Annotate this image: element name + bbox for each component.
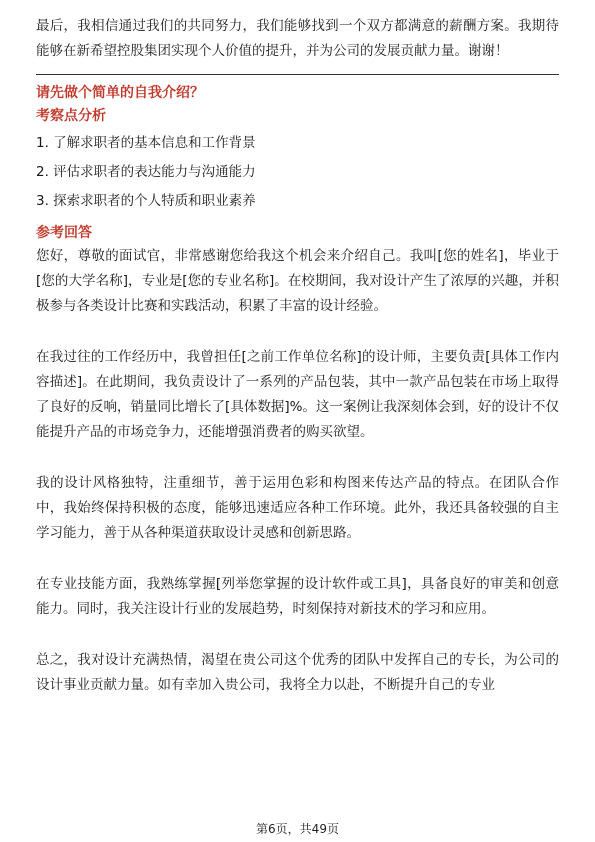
analysis-heading: 考察点分析 xyxy=(36,108,106,124)
answer-heading: 参考回答 xyxy=(36,225,92,241)
document-page xyxy=(36,14,559,698)
paragraph-gap xyxy=(36,319,559,345)
paragraph-gap xyxy=(36,622,559,648)
page-number: 第6页，共49页 xyxy=(256,822,339,836)
answer-paragraph: 在专业技能方面，我熟练掌握[列举您掌握的设计软件或工具]，具备良好的审美和创意能力。同时，我关注设计行业的发展趋势，时刻保持对新技术的学习和应用。 xyxy=(36,576,559,617)
paragraph-gap xyxy=(36,546,559,572)
intro-tail-paragraph: 最后，我相信通过我们的共同努力，我们能够找到一个双方都满意的薪酬方案。我期待能够在新希望控股集团实现个人价值的提升，并为公司的发展贡献力量。谢谢！ xyxy=(36,18,559,59)
answer-paragraph: 在我过往的工作经历中，我曾担任[之前工作单位名称]的设计师，主要负责[具体工作内容描述]。在此期间，我负责设计了一系列的产品包装，其中一款产品包装在市场上取得了良好的反响，销量同比增长了[具体数据]%。这一案例让我深刻体会到，好的设计不仅能提升产品的市场竞争力，还能增强消费者的购买欲望。 xyxy=(36,349,559,440)
list-item: 2. 评估求职者的表达能力与沟通能力 xyxy=(36,164,256,180)
list-item: 1. 了解求职者的基本信息和工作背景 xyxy=(36,135,256,151)
analysis-list xyxy=(36,129,559,216)
answer-paragraph: 您好，尊敬的面试官，非常感谢您给我这个机会来介绍自己。我叫[您的姓名]，毕业于[您的大学名称]，专业是[您的专业名称]。在校期间，我对设计产生了浓厚的兴趣，并积极参与各类设计比赛和实践活动，积累了丰富的设计经验。 xyxy=(36,248,559,314)
answer-paragraph: 总之，我对设计充满热情，渴望在贵公司这个优秀的团队中发挥自己的专长，为公司的设计事业贡献力量。如有幸加入贵公司，我将全力以赴，不断提升自己的专业 xyxy=(36,652,559,693)
paragraph-gap xyxy=(36,445,559,471)
question-title: 请先做个简单的自我介绍？ xyxy=(36,85,204,101)
section-divider xyxy=(36,74,559,75)
list-item: 3. 探索求职者的个人特质和职业素养 xyxy=(36,193,256,209)
answer-paragraph: 我的设计风格独特，注重细节，善于运用色彩和构图来传达产品的特点。在团队合作中，我始终保持积极的态度，能够迅速适应各种工作环境。此外，我还具备较强的自主学习能力，善于从各种渠道获取设计灵感和创新思路。 xyxy=(36,475,559,541)
